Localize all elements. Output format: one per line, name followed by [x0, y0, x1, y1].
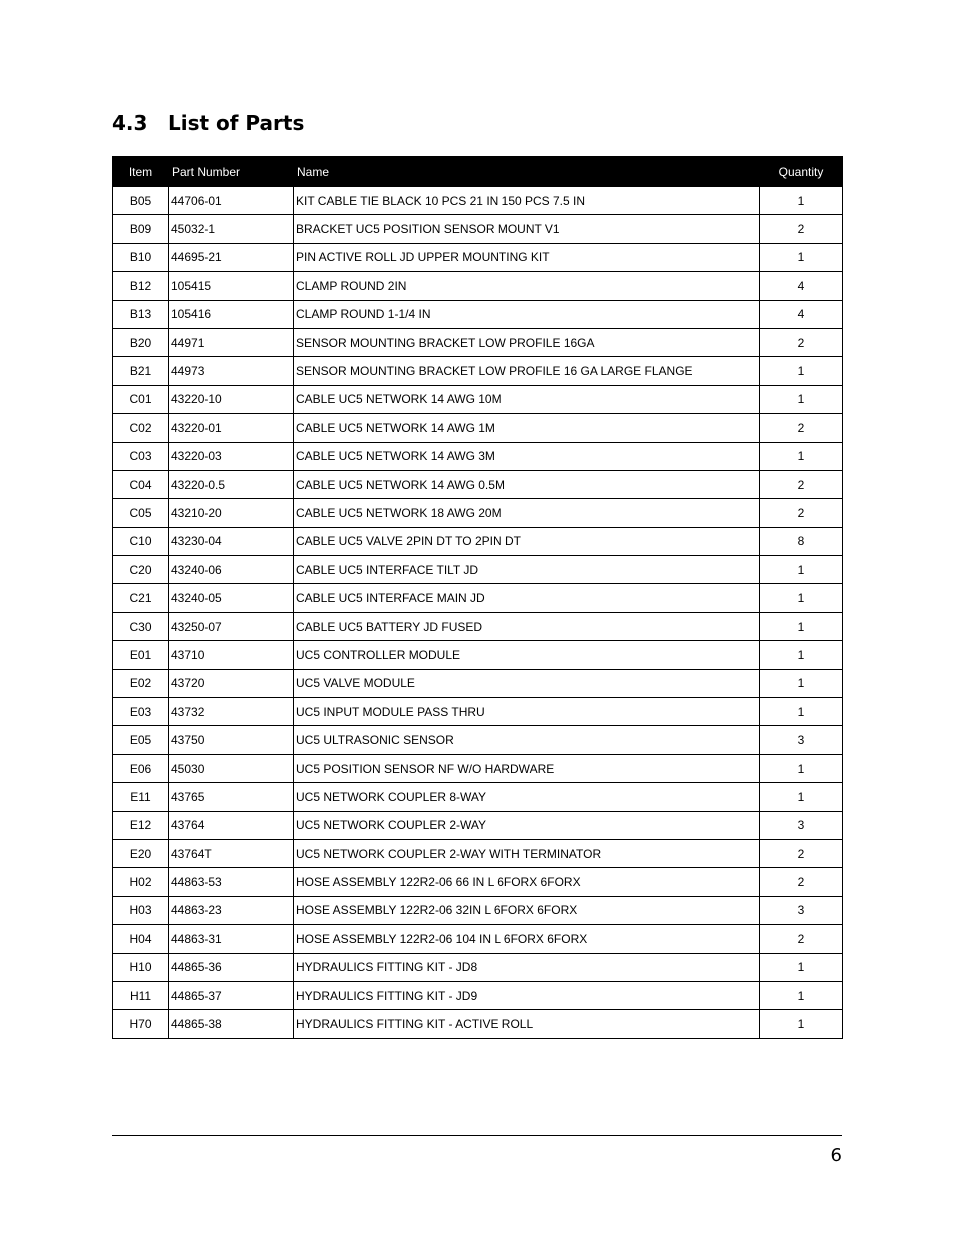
cell-name: UC5 INPUT MODULE PASS THRU — [294, 698, 760, 726]
cell-name: SENSOR MOUNTING BRACKET LOW PROFILE 16 GA LARGE FLANGE — [294, 357, 760, 385]
table-row — [113, 754, 843, 782]
table-row — [113, 215, 843, 243]
cell-part-number: 43764 — [169, 811, 294, 839]
table-row — [113, 698, 843, 726]
cell-name: CABLE UC5 NETWORK 14 AWG 3M — [294, 442, 760, 470]
cell-item: H11 — [113, 981, 169, 1009]
cell-item: B21 — [113, 357, 169, 385]
cell-item: C03 — [113, 442, 169, 470]
cell-quantity: 1 — [760, 669, 843, 697]
cell-quantity: 2 — [760, 414, 843, 442]
cell-part-number: 43764T — [169, 839, 294, 867]
cell-quantity: 2 — [760, 868, 843, 896]
table-row — [113, 556, 843, 584]
table-row — [113, 1010, 843, 1038]
cell-item: H04 — [113, 925, 169, 953]
table-row — [113, 385, 843, 413]
cell-item: E11 — [113, 783, 169, 811]
cell-part-number: 44706-01 — [169, 187, 294, 215]
table-row — [113, 953, 843, 981]
column-header-name: Name — [294, 157, 760, 187]
cell-part-number: 44865-36 — [169, 953, 294, 981]
section-heading — [112, 108, 304, 138]
header-row — [113, 157, 843, 187]
cell-quantity: 8 — [760, 527, 843, 555]
cell-name: PIN ACTIVE ROLL JD UPPER MOUNTING KIT — [294, 243, 760, 271]
cell-name: KIT CABLE TIE BLACK 10 PCS 21 IN 150 PCS 7.5 IN — [294, 187, 760, 215]
cell-quantity: 1 — [760, 357, 843, 385]
table-row — [113, 470, 843, 498]
table-row — [113, 584, 843, 612]
column-header-item: Item — [113, 157, 169, 187]
cell-part-number: 43230-04 — [169, 527, 294, 555]
cell-item: B10 — [113, 243, 169, 271]
cell-quantity: 1 — [760, 953, 843, 981]
cell-item: C02 — [113, 414, 169, 442]
cell-part-number: 43765 — [169, 783, 294, 811]
cell-name: UC5 NETWORK COUPLER 8-WAY — [294, 783, 760, 811]
cell-quantity: 1 — [760, 442, 843, 470]
cell-name: CABLE UC5 NETWORK 14 AWG 1M — [294, 414, 760, 442]
cell-part-number: 43210-20 — [169, 499, 294, 527]
cell-part-number: 43710 — [169, 641, 294, 669]
cell-name: CABLE UC5 NETWORK 14 AWG 0.5M — [294, 470, 760, 498]
cell-name: SENSOR MOUNTING BRACKET LOW PROFILE 16GA — [294, 328, 760, 356]
cell-item: E05 — [113, 726, 169, 754]
cell-part-number: 43220-03 — [169, 442, 294, 470]
cell-quantity: 1 — [760, 612, 843, 640]
table-row — [113, 868, 843, 896]
table-row — [113, 641, 843, 669]
cell-name: UC5 NETWORK COUPLER 2-WAY WITH TERMINATOR — [294, 839, 760, 867]
cell-quantity: 1 — [760, 698, 843, 726]
cell-quantity: 2 — [760, 925, 843, 953]
cell-quantity: 4 — [760, 272, 843, 300]
cell-item: C21 — [113, 584, 169, 612]
cell-quantity: 1 — [760, 641, 843, 669]
cell-part-number: 105415 — [169, 272, 294, 300]
cell-name: UC5 VALVE MODULE — [294, 669, 760, 697]
cell-quantity: 1 — [760, 783, 843, 811]
cell-part-number: 44865-37 — [169, 981, 294, 1009]
cell-item: H02 — [113, 868, 169, 896]
table-row — [113, 811, 843, 839]
table-row — [113, 300, 843, 328]
cell-item: C20 — [113, 556, 169, 584]
cell-quantity: 4 — [760, 300, 843, 328]
cell-item: E06 — [113, 754, 169, 782]
cell-item: B09 — [113, 215, 169, 243]
cell-quantity: 1 — [760, 556, 843, 584]
cell-part-number: 44973 — [169, 357, 294, 385]
cell-part-number: 43250-07 — [169, 612, 294, 640]
cell-quantity: 1 — [760, 243, 843, 271]
table-row — [113, 925, 843, 953]
cell-item: E03 — [113, 698, 169, 726]
cell-name: CABLE UC5 VALVE 2PIN DT TO 2PIN DT — [294, 527, 760, 555]
table-row — [113, 612, 843, 640]
table-row — [113, 499, 843, 527]
cell-part-number: 44971 — [169, 328, 294, 356]
section-number: 4.3 — [112, 111, 148, 135]
cell-quantity: 2 — [760, 328, 843, 356]
cell-quantity: 2 — [760, 470, 843, 498]
cell-part-number: 44863-53 — [169, 868, 294, 896]
cell-part-number: 43220-01 — [169, 414, 294, 442]
parts-table-header — [113, 157, 843, 187]
table-row — [113, 896, 843, 924]
cell-item: E12 — [113, 811, 169, 839]
table-row — [113, 357, 843, 385]
table-row — [113, 783, 843, 811]
cell-name: CABLE UC5 BATTERY JD FUSED — [294, 612, 760, 640]
cell-name: UC5 ULTRASONIC SENSOR — [294, 726, 760, 754]
parts-table-body — [113, 187, 843, 1039]
cell-name: HOSE ASSEMBLY 122R2-06 32IN L 6FORX 6FORX — [294, 896, 760, 924]
cell-item: C04 — [113, 470, 169, 498]
cell-quantity: 3 — [760, 896, 843, 924]
cell-item: B12 — [113, 272, 169, 300]
cell-name: HOSE ASSEMBLY 122R2-06 66 IN L 6FORX 6FORX — [294, 868, 760, 896]
table-row — [113, 442, 843, 470]
cell-part-number: 43220-10 — [169, 385, 294, 413]
cell-quantity: 1 — [760, 981, 843, 1009]
cell-name: CABLE UC5 INTERFACE MAIN JD — [294, 584, 760, 612]
cell-quantity: 3 — [760, 811, 843, 839]
table-row — [113, 272, 843, 300]
cell-part-number: 105416 — [169, 300, 294, 328]
cell-part-number: 43750 — [169, 726, 294, 754]
cell-name: CABLE UC5 NETWORK 14 AWG 10M — [294, 385, 760, 413]
cell-part-number: 44863-31 — [169, 925, 294, 953]
cell-name: UC5 CONTROLLER MODULE — [294, 641, 760, 669]
section-title: List of Parts — [168, 111, 305, 135]
cell-name: HOSE ASSEMBLY 122R2-06 104 IN L 6FORX 6FORX — [294, 925, 760, 953]
table-row — [113, 527, 843, 555]
cell-quantity: 2 — [760, 215, 843, 243]
cell-name: HYDRAULICS FITTING KIT - JD8 — [294, 953, 760, 981]
cell-quantity: 2 — [760, 499, 843, 527]
cell-quantity: 1 — [760, 1010, 843, 1038]
cell-quantity: 1 — [760, 385, 843, 413]
cell-part-number: 44865-38 — [169, 1010, 294, 1038]
cell-quantity: 1 — [760, 187, 843, 215]
cell-name: CLAMP ROUND 2IN — [294, 272, 760, 300]
cell-quantity: 3 — [760, 726, 843, 754]
cell-part-number: 45030 — [169, 754, 294, 782]
column-header-part-number: Part Number — [169, 157, 294, 187]
cell-item: C01 — [113, 385, 169, 413]
cell-name: CLAMP ROUND 1-1/4 IN — [294, 300, 760, 328]
cell-item: H10 — [113, 953, 169, 981]
cell-name: BRACKET UC5 POSITION SENSOR MOUNT V1 — [294, 215, 760, 243]
cell-part-number: 43720 — [169, 669, 294, 697]
cell-item: H03 — [113, 896, 169, 924]
cell-quantity: 2 — [760, 839, 843, 867]
table-row — [113, 328, 843, 356]
table-row — [113, 187, 843, 215]
table-row — [113, 243, 843, 271]
cell-part-number: 43240-06 — [169, 556, 294, 584]
cell-name: UC5 NETWORK COUPLER 2-WAY — [294, 811, 760, 839]
cell-item: C10 — [113, 527, 169, 555]
cell-item: E02 — [113, 669, 169, 697]
cell-item: E20 — [113, 839, 169, 867]
cell-part-number: 44695-21 — [169, 243, 294, 271]
cell-name: UC5 POSITION SENSOR NF W/O HARDWARE — [294, 754, 760, 782]
cell-quantity: 1 — [760, 584, 843, 612]
cell-item: B20 — [113, 328, 169, 356]
cell-part-number: 43240-05 — [169, 584, 294, 612]
cell-name: HYDRAULICS FITTING KIT - JD9 — [294, 981, 760, 1009]
table-row — [113, 669, 843, 697]
table-row — [113, 726, 843, 754]
table-row — [113, 839, 843, 867]
cell-item: H70 — [113, 1010, 169, 1038]
column-header-quantity: Quantity — [760, 157, 843, 187]
table-row — [113, 414, 843, 442]
parts-table — [112, 156, 843, 1039]
cell-part-number: 43732 — [169, 698, 294, 726]
page-number: 6 — [830, 1145, 842, 1166]
cell-part-number: 45032-1 — [169, 215, 294, 243]
cell-quantity: 1 — [760, 754, 843, 782]
cell-name: HYDRAULICS FITTING KIT - ACTIVE ROLL — [294, 1010, 760, 1038]
cell-part-number: 44863-23 — [169, 896, 294, 924]
cell-item: B13 — [113, 300, 169, 328]
cell-part-number: 43220-0.5 — [169, 470, 294, 498]
cell-item: C05 — [113, 499, 169, 527]
footer-divider — [112, 1135, 842, 1136]
cell-item: B05 — [113, 187, 169, 215]
cell-item: E01 — [113, 641, 169, 669]
cell-name: CABLE UC5 INTERFACE TILT JD — [294, 556, 760, 584]
table-row — [113, 981, 843, 1009]
cell-item: C30 — [113, 612, 169, 640]
cell-name: CABLE UC5 NETWORK 18 AWG 20M — [294, 499, 760, 527]
